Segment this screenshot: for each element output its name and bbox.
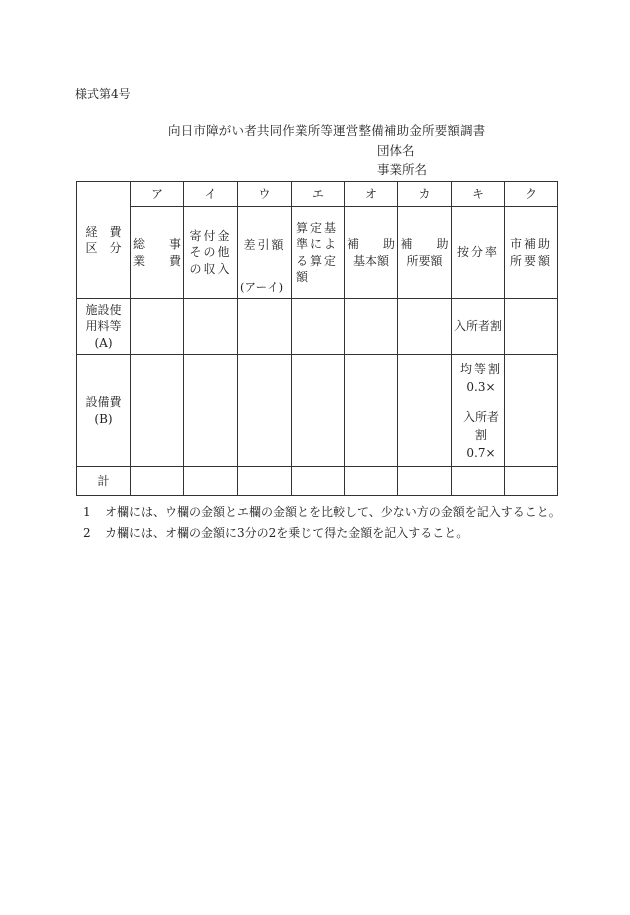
table-cell[interactable] [505, 299, 558, 355]
header-line: の収入 [189, 261, 232, 276]
table-cell[interactable] [131, 467, 184, 496]
column-letter-ku: ク [505, 182, 558, 207]
table-cell[interactable] [345, 467, 398, 496]
column-letter-o: オ [345, 182, 398, 207]
row-label-line: 用料等 [85, 319, 122, 334]
table-cell[interactable] [292, 467, 345, 496]
budget-table [76, 181, 558, 496]
organization-label: 団体名 [377, 143, 415, 158]
table-cell[interactable] [505, 355, 558, 467]
category-header-cell [77, 182, 131, 299]
column-letter-i: イ [184, 182, 238, 207]
note-number: 2 [83, 526, 91, 540]
header-line: 補 助 [346, 237, 395, 252]
table-cell[interactable] [398, 355, 452, 467]
table-cell[interactable] [131, 299, 184, 355]
row-label-equipment [77, 355, 131, 467]
office-label: 事業所名 [377, 162, 428, 177]
table-cell[interactable] [131, 355, 184, 467]
ratio-line: 0.3× [466, 379, 496, 394]
header-difference [238, 207, 292, 299]
column-letter-a: ア [131, 182, 184, 207]
table-cell[interactable] [292, 355, 345, 467]
header-city-subsidy [505, 207, 558, 299]
notes [83, 502, 563, 544]
ratio-line: 入所者割 [462, 409, 499, 442]
note-text: オ欄には、ウ欄の金額とエ欄の金額とを比較して、少ない方の金額を記入すること。 [105, 505, 561, 519]
row-label-facility [77, 299, 131, 355]
table-cell[interactable] [398, 299, 452, 355]
document-title: 向日市障がい者共同作業所等運営整備補助金所要額調書 [168, 123, 486, 138]
column-letter-u: ウ [238, 182, 292, 207]
table-row-total [77, 467, 558, 496]
header-line: 所要額 [509, 253, 552, 268]
table-cell[interactable] [292, 299, 345, 355]
column-letter-row [77, 182, 558, 207]
ratio-cell-facility: 入所者割 [452, 299, 505, 355]
table-cell[interactable] [238, 467, 292, 496]
table-row-equipment [77, 355, 558, 467]
table-row-facility [77, 299, 558, 355]
header-line: 算定基 [296, 221, 339, 236]
header-line: 業 費 [132, 253, 181, 268]
header-donation-income [184, 207, 238, 299]
ratio-line: 0.7× [466, 445, 496, 460]
header-line: 補 助 [400, 237, 449, 252]
table-cell[interactable] [345, 299, 398, 355]
note-item [83, 523, 563, 544]
header-line: 所要額 [406, 253, 443, 268]
row-label-line: 施設使 [85, 303, 122, 318]
table-cell[interactable] [345, 355, 398, 467]
note-text: カ欄には、オ欄の金額に3分の2を乗じて得た金額を記入すること。 [105, 526, 469, 540]
note-number: 1 [83, 505, 91, 519]
header-line: 準によ [296, 237, 339, 252]
table-cell[interactable] [238, 355, 292, 467]
header-base-subsidy [345, 207, 398, 299]
category-header-line: 区 分 [85, 241, 122, 255]
header-standard-amount [292, 207, 345, 299]
row-label-line: (B) [94, 411, 113, 426]
header-line: 市補助 [509, 237, 552, 252]
column-letter-ka: カ [398, 182, 452, 207]
row-label-line: 設備費 [85, 395, 122, 410]
row-label-line: (A) [94, 335, 113, 350]
header-allocation-rate: 按分率 [452, 207, 505, 299]
table-cell[interactable] [452, 467, 505, 496]
column-letter-ki: キ [452, 182, 505, 207]
table-cell[interactable] [184, 355, 238, 467]
header-line: る算定 [296, 253, 339, 268]
note-item [83, 502, 563, 523]
table-cell[interactable] [238, 299, 292, 355]
header-total-cost [131, 207, 184, 299]
subheader-row [77, 207, 558, 299]
table-cell[interactable] [398, 467, 452, 496]
ratio-line: 均等割 [459, 361, 502, 376]
form-number: 様式第4号 [75, 87, 131, 101]
header-required-subsidy [398, 207, 452, 299]
table-cell[interactable] [184, 299, 238, 355]
table-cell[interactable] [505, 467, 558, 496]
column-letter-e: エ [292, 182, 345, 207]
header-line: 基本額 [352, 253, 389, 268]
header-line: 差引額 [243, 238, 286, 252]
header-line: その他 [189, 245, 232, 260]
table-cell[interactable] [184, 467, 238, 496]
difference-formula: (アーイ) [240, 280, 284, 295]
header-line: 総 事 [132, 237, 181, 252]
header-line: 寄付金 [189, 229, 232, 244]
ratio-cell-equipment [452, 355, 505, 467]
header-line: 額 [296, 269, 311, 284]
row-label-total: 計 [77, 467, 131, 496]
category-header-line: 経 費 [85, 224, 122, 239]
